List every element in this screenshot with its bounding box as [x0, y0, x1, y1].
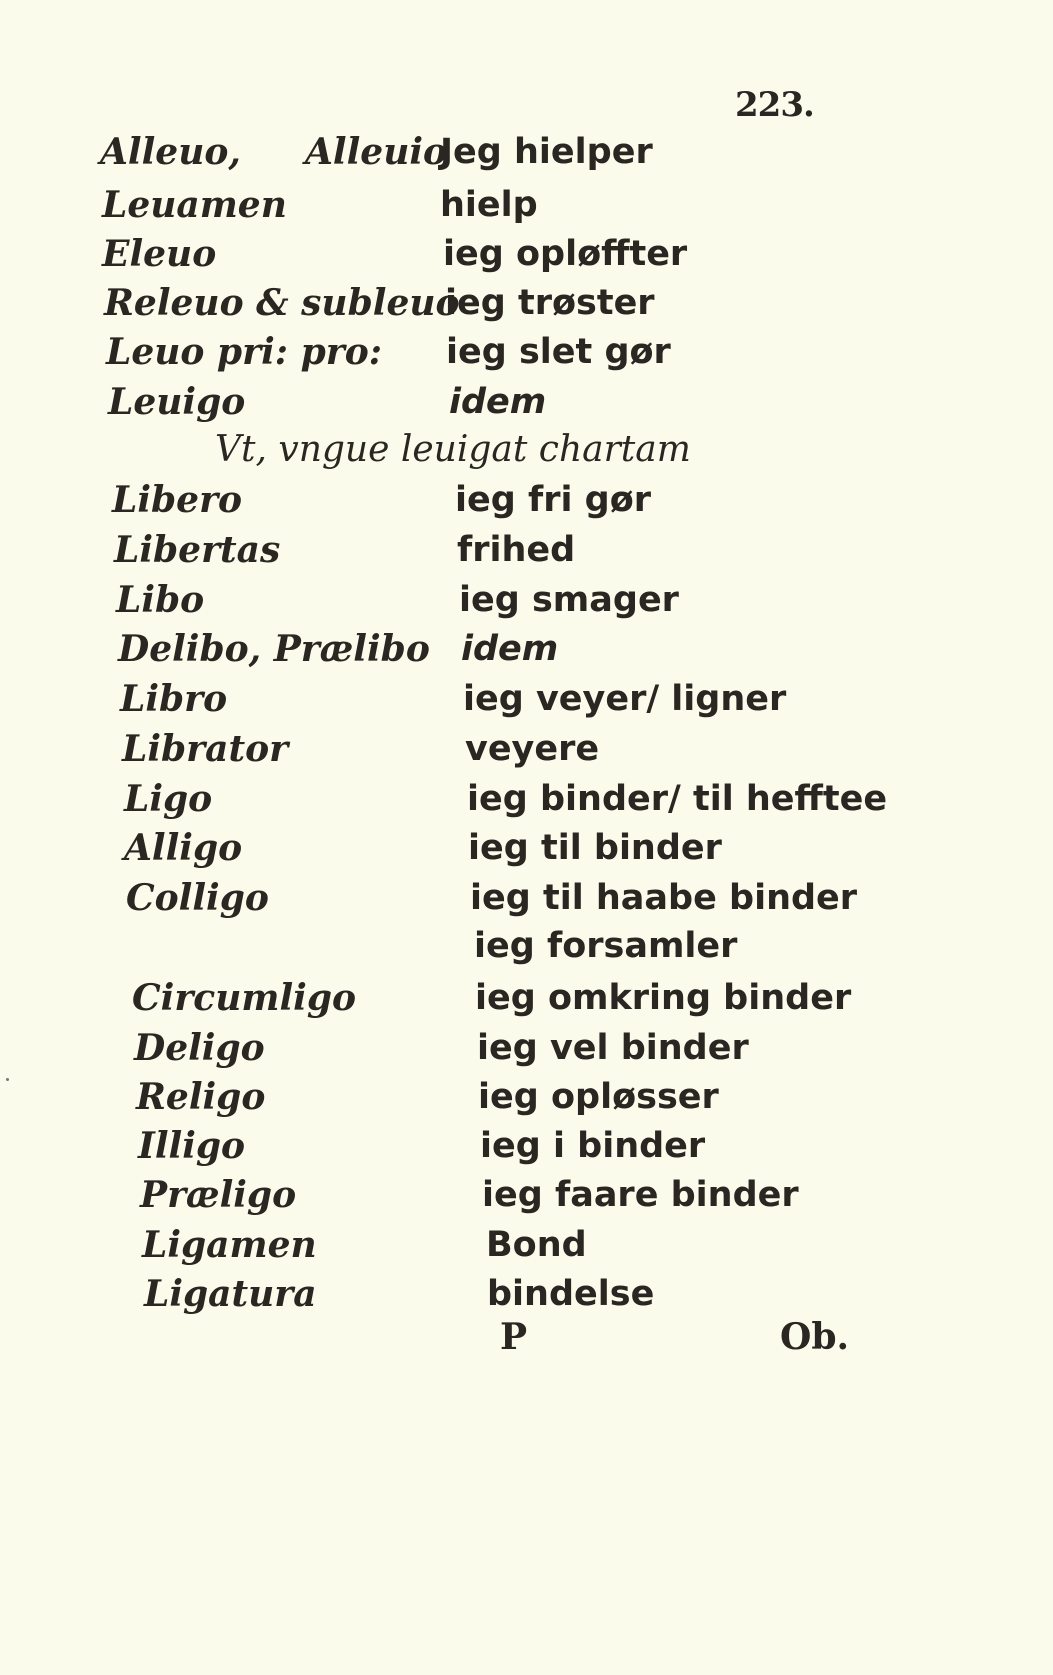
entry-latin: Libo	[116, 579, 205, 621]
entry-latin: Leuigo	[108, 381, 246, 423]
entry-latin: Releuo & subleuo	[104, 282, 460, 324]
entry-danish: ieg slet gør	[446, 332, 671, 372]
entry-latin: Leuamen	[102, 184, 287, 226]
entry-latin: Alligo	[124, 827, 243, 869]
entry-danish: ieg opløsser	[478, 1077, 719, 1117]
entry-latin: Circumligo	[132, 977, 357, 1019]
entry-latin: Leuo pri: pro:	[106, 331, 383, 373]
entry-latin: Illigo	[138, 1125, 246, 1167]
entry-danish: idem	[461, 629, 559, 669]
entry-danish: veyere	[465, 729, 600, 769]
entry-latin: Deligo	[134, 1027, 265, 1069]
entry-danish: ieg binder/ til hefftee	[467, 779, 888, 819]
entry-danish: ieg faare binder	[482, 1175, 799, 1215]
entry-latin: Colligo	[126, 877, 269, 919]
entry-danish: ieg opløffter	[443, 234, 688, 274]
heading-latin-1: Alleuo,	[100, 131, 241, 173]
entry-danish: hielp	[440, 185, 538, 225]
entry-danish: ieg veyer/ ligner	[463, 679, 787, 719]
entry-latin: Librator	[122, 728, 289, 770]
entry-latin: Delibo, Prælibo	[118, 628, 430, 670]
heading-latin-2: Alleuio	[305, 131, 448, 173]
entry-danish: idem	[449, 382, 547, 422]
entry-danish: ieg smager	[459, 580, 679, 620]
entry-danish: bindelse	[487, 1274, 655, 1314]
example-sentence: Vt, vngue leuigat chartam	[215, 429, 691, 470]
entry-danish: ieg til haabe binder	[470, 878, 858, 918]
entry-danish: Bond	[486, 1225, 587, 1265]
entry-latin: Eleuo	[102, 233, 217, 275]
entry-danish: ieg fri gør	[455, 480, 652, 520]
paper-speck	[6, 1078, 9, 1081]
entry-danish: ieg vel binder	[477, 1028, 749, 1068]
entry-latin: Libro	[120, 678, 228, 720]
catchword: Ob.	[780, 1316, 850, 1358]
entry-latin: Ligatura	[144, 1273, 317, 1315]
signature-mark: P	[500, 1316, 528, 1358]
entry-danish: ieg til binder	[468, 828, 722, 868]
entry-latin: Libertas	[114, 529, 281, 571]
heading-danish: Jeg hielper	[440, 132, 653, 172]
entry-latin: Libero	[112, 479, 243, 521]
entry-danish: ieg forsamler	[474, 926, 738, 966]
entry-danish: ieg i binder	[480, 1126, 706, 1166]
entry-latin: Ligamen	[142, 1224, 317, 1266]
entry-latin: Præligo	[140, 1174, 297, 1216]
entry-danish: ieg omkring binder	[475, 978, 852, 1018]
entry-danish: ieg trøster	[445, 283, 655, 323]
entry-danish: frihed	[457, 530, 576, 570]
entry-latin: Ligo	[124, 778, 213, 820]
page-number: 223.	[735, 85, 814, 125]
entry-latin: Religo	[136, 1076, 266, 1118]
